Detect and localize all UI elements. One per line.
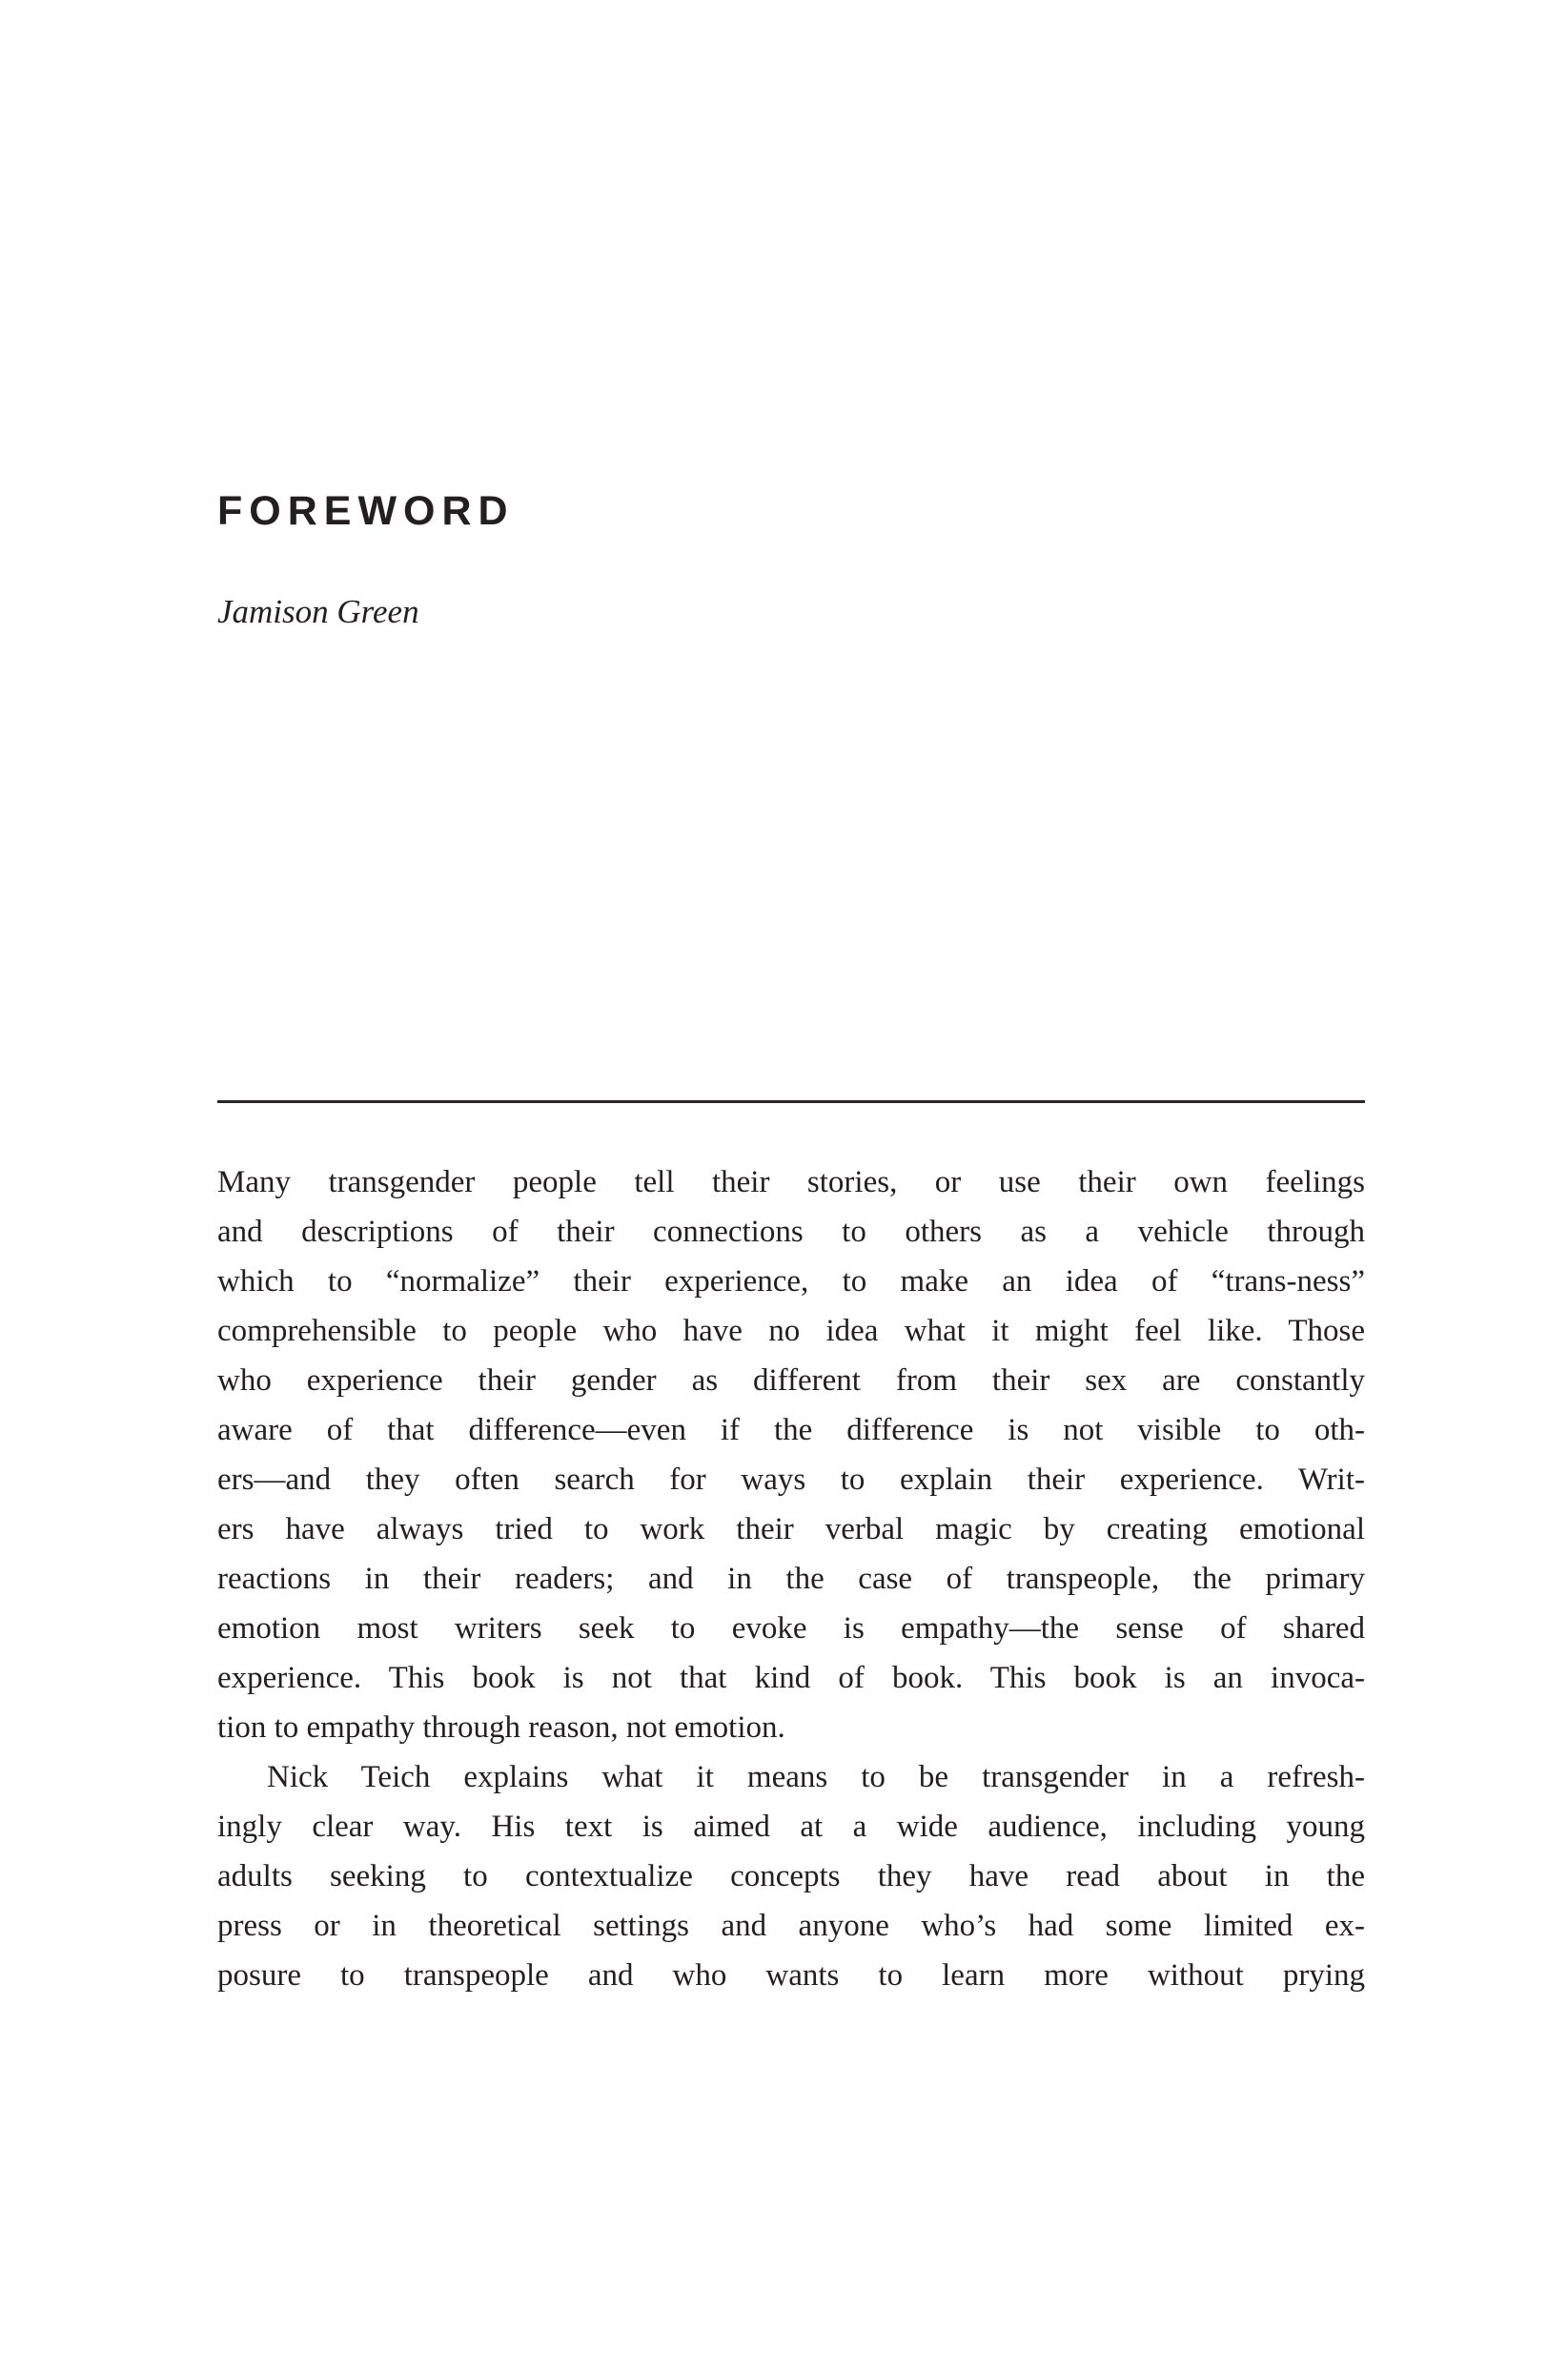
text-line: posure to transpeople and who wants to learn more without prying (217, 1958, 1365, 1993)
text-line: reactions in their readers; and in the case of transpeople, the primary (217, 1562, 1365, 1596)
paragraph-2 (217, 1752, 1365, 2000)
text-line: press or in theoretical settings and anyone who’s had some limited ex- (217, 1909, 1365, 1943)
text-line: comprehensible to people who have no idea what it might feel like. Those (217, 1314, 1365, 1348)
text-line: which to “normalize” their experience, to make an idea of “trans-ness” (217, 1264, 1365, 1299)
text-line: ingly clear way. His text is aimed at a wide audience, including young (217, 1810, 1365, 1844)
text-line: emotion most writers seek to evoke is empathy—the sense of shared (217, 1611, 1365, 1646)
text-line: Many transgender people tell their stories, or use their own feelings (217, 1165, 1365, 1199)
author-name: Jamison Green (217, 593, 419, 630)
text-line: adults seeking to contextualize concepts they have read about in the (217, 1859, 1365, 1893)
text-line: ers have always tried to work their verbal magic by creating emotional (217, 1512, 1365, 1546)
text-line: aware of that difference—even if the difference is not visible to oth- (217, 1413, 1365, 1447)
text-line: Nick Teich explains what it means to be transgender in a refresh- (267, 1760, 1365, 1794)
chapter-heading: FOREWORD (217, 488, 515, 534)
body-text (217, 1157, 1365, 2000)
section-divider-rule (217, 1100, 1365, 1103)
text-line: experience. This book is not that kind of book. This book is an invoca- (217, 1661, 1365, 1695)
text-line: tion to empathy through reason, not emotion. (217, 1710, 785, 1745)
text-line: ers—and they often search for ways to explain their experience. Writ- (217, 1463, 1365, 1497)
paragraph-1 (217, 1157, 1365, 1752)
text-line: and descriptions of their connections to others as a vehicle through (217, 1215, 1365, 1249)
text-line: who experience their gender as different from their sex are constantly (217, 1363, 1365, 1398)
